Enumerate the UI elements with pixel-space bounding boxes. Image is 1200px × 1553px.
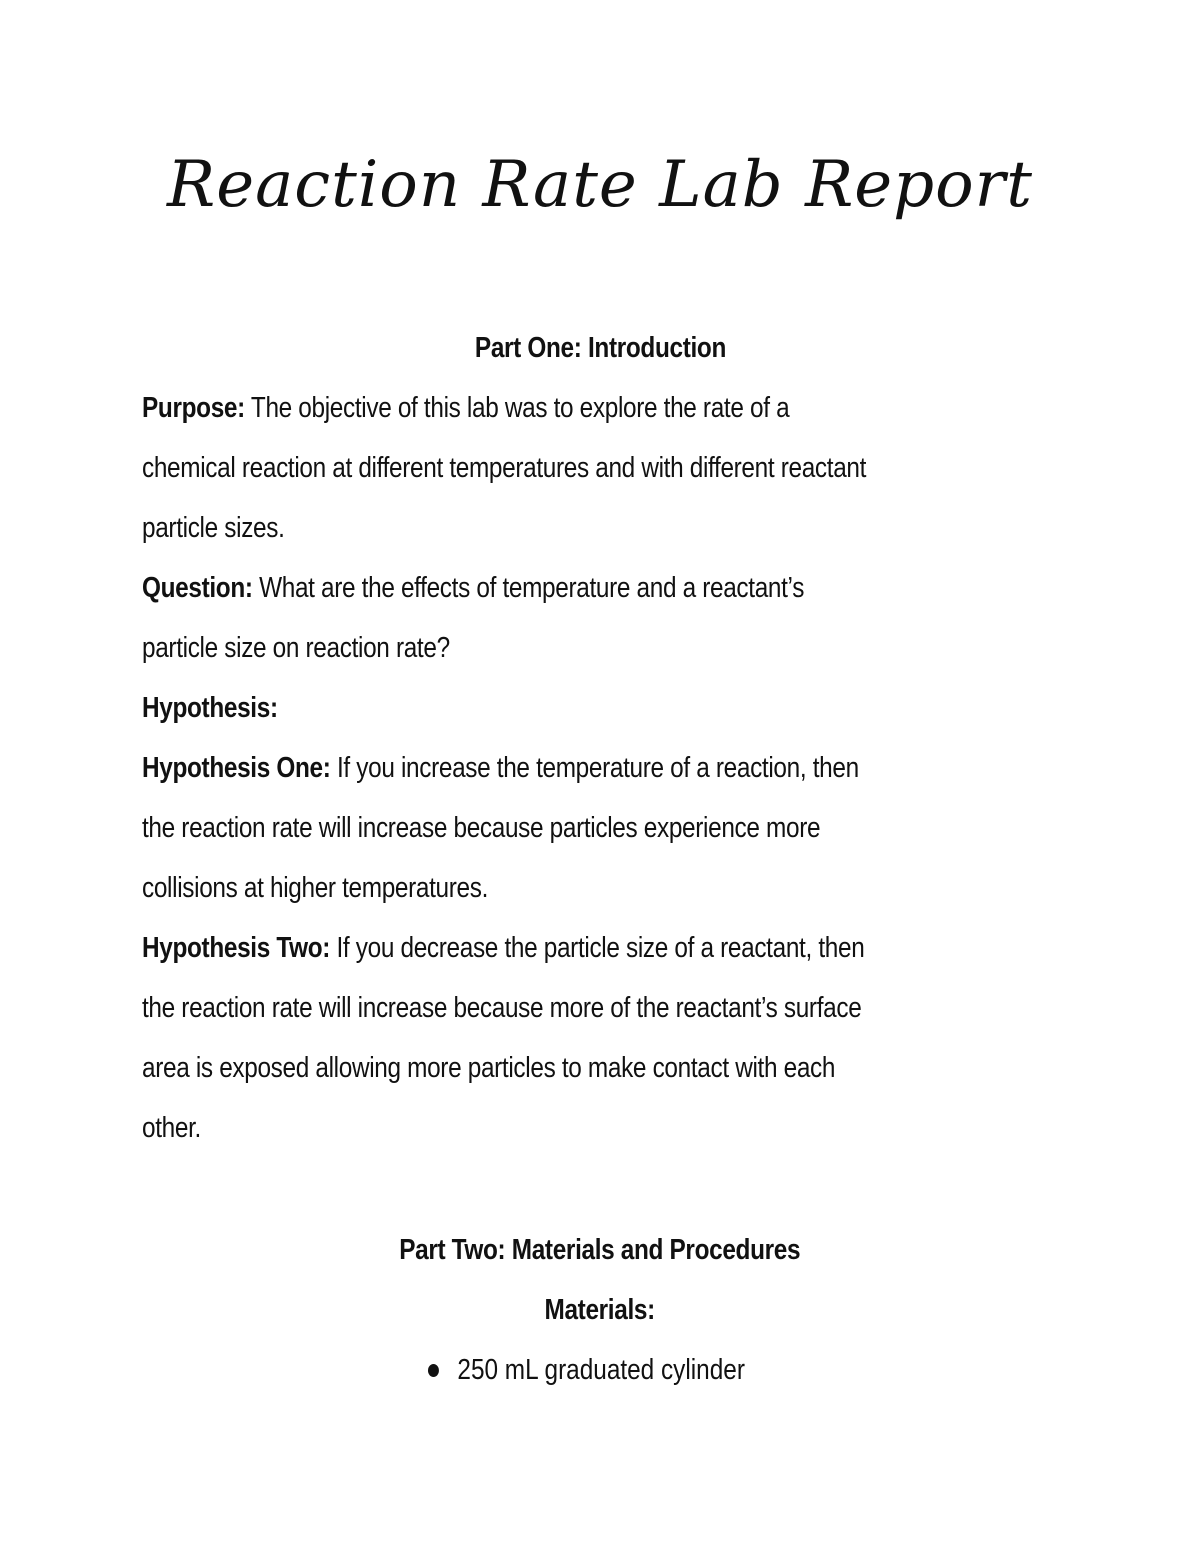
- hypothesis-two-label: Hypothesis Two:: [142, 932, 331, 964]
- question-line-2: particle size on reaction rate?: [142, 632, 450, 664]
- hypothesis-two-text: If you decrease the particle size of a reactant, then: [336, 932, 865, 964]
- material-text: 250 mL graduated cylinder: [457, 1354, 745, 1386]
- hypothesis-heading: [142, 678, 923, 738]
- hypothesis-two-line-2: the reaction rate will increase because more of the reactant’s surface: [142, 992, 862, 1024]
- part-one-heading: Part One: Introduction: [474, 332, 726, 364]
- question-label: Question:: [142, 572, 253, 604]
- question-line-1: [142, 558, 923, 618]
- hypothesis-two-line-1: [142, 918, 923, 978]
- purpose-line-1: [142, 378, 923, 438]
- materials-heading: Materials:: [544, 1294, 656, 1326]
- purpose-label: Purpose:: [142, 392, 245, 424]
- hypothesis-one-line-1: [142, 738, 923, 798]
- part-two-heading: Part Two: Materials and Procedures: [399, 1234, 801, 1266]
- purpose-line-2: chemical reaction at different temperatures and with different reactant: [142, 452, 867, 484]
- purpose-line-3: particle sizes.: [142, 512, 285, 544]
- question-text: What are the effects of temperature and a reactant’s: [259, 572, 805, 604]
- document-title: Reaction Rate Lab Report: [167, 148, 1033, 222]
- hypothesis-one-label: Hypothesis One:: [142, 752, 331, 784]
- hypothesis-label: Hypothesis:: [142, 692, 278, 724]
- hypothesis-one-line-2: the reaction rate will increase because particles experience more: [142, 812, 821, 844]
- bullet-icon: [428, 1364, 439, 1377]
- materials-list: [428, 1340, 805, 1400]
- list-item: [428, 1340, 745, 1400]
- purpose-text: The objective of this lab was to explore the rate of a: [250, 392, 790, 424]
- hypothesis-one-line-3: collisions at higher temperatures.: [142, 872, 489, 904]
- hypothesis-one-text: If you increase the temperature of a reaction, then: [336, 752, 859, 784]
- hypothesis-two-line-3: area is exposed allowing more particles to make contact with each: [142, 1052, 836, 1084]
- hypothesis-two-line-4: other.: [142, 1112, 201, 1144]
- part-one-body: [142, 378, 923, 1158]
